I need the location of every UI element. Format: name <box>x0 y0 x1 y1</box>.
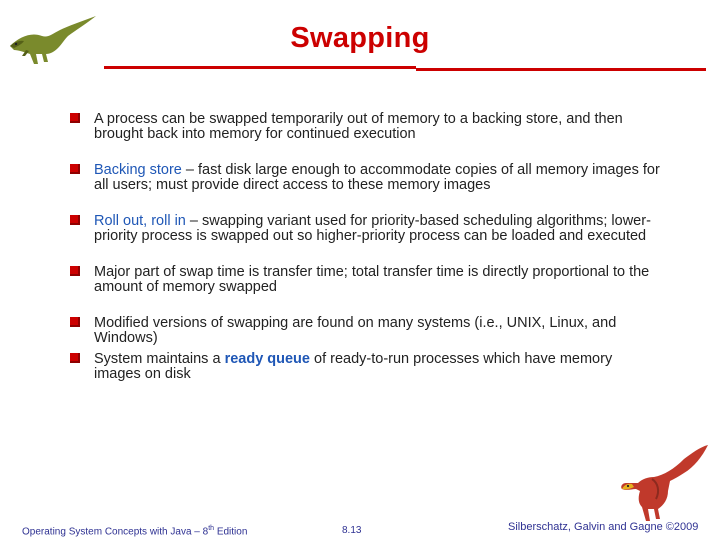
bullet-list <box>70 112 660 382</box>
bullet-item: Roll out, roll in – swapping variant used for priority-based scheduling algorithms; lower-priority process is swapped out so higher-priority process can be loaded and executed <box>70 214 660 244</box>
dinosaur-illustration-icon <box>612 443 712 523</box>
bullet-marker-icon <box>70 353 80 363</box>
footer-book-title: Operating System Concepts with Java – 8th Edition <box>22 525 248 538</box>
bullet-marker-icon <box>70 266 80 276</box>
bullet-item: System maintains a ready queue of ready-to-run processes which have memory images on disk <box>70 352 660 382</box>
title-divider-left <box>104 66 416 69</box>
footer-copyright: Silberschatz, Galvin and Gagne ©2009 <box>508 521 699 533</box>
bullet-item: A process can be swapped temporarily out of memory to a backing store, and then brought back into memory for continued execution <box>70 112 660 142</box>
bullet-marker-icon <box>70 113 80 123</box>
term-ready-queue: ready queue <box>224 351 310 367</box>
term-backing-store: Backing store <box>94 162 182 178</box>
term-roll-out-roll-in: Roll out, roll in <box>94 213 186 229</box>
bullet-marker-icon <box>70 164 80 174</box>
bullet-item: Major part of swap time is transfer time; total transfer time is directly proportional to the amount of memory swapped <box>70 265 660 295</box>
bullet-marker-icon <box>70 215 80 225</box>
bullet-marker-icon <box>70 317 80 327</box>
title-divider-right <box>416 68 706 71</box>
bullet-item: Backing store – fast disk large enough to accommodate copies of all memory images for all users; must provide direct access to these memory images <box>70 163 660 193</box>
bullet-item: Modified versions of swapping are found on many systems (i.e., UNIX, Linux, and Windows) <box>70 316 660 346</box>
footer-page-number: 8.13 <box>342 525 362 536</box>
slide-title: Swapping <box>290 22 430 54</box>
